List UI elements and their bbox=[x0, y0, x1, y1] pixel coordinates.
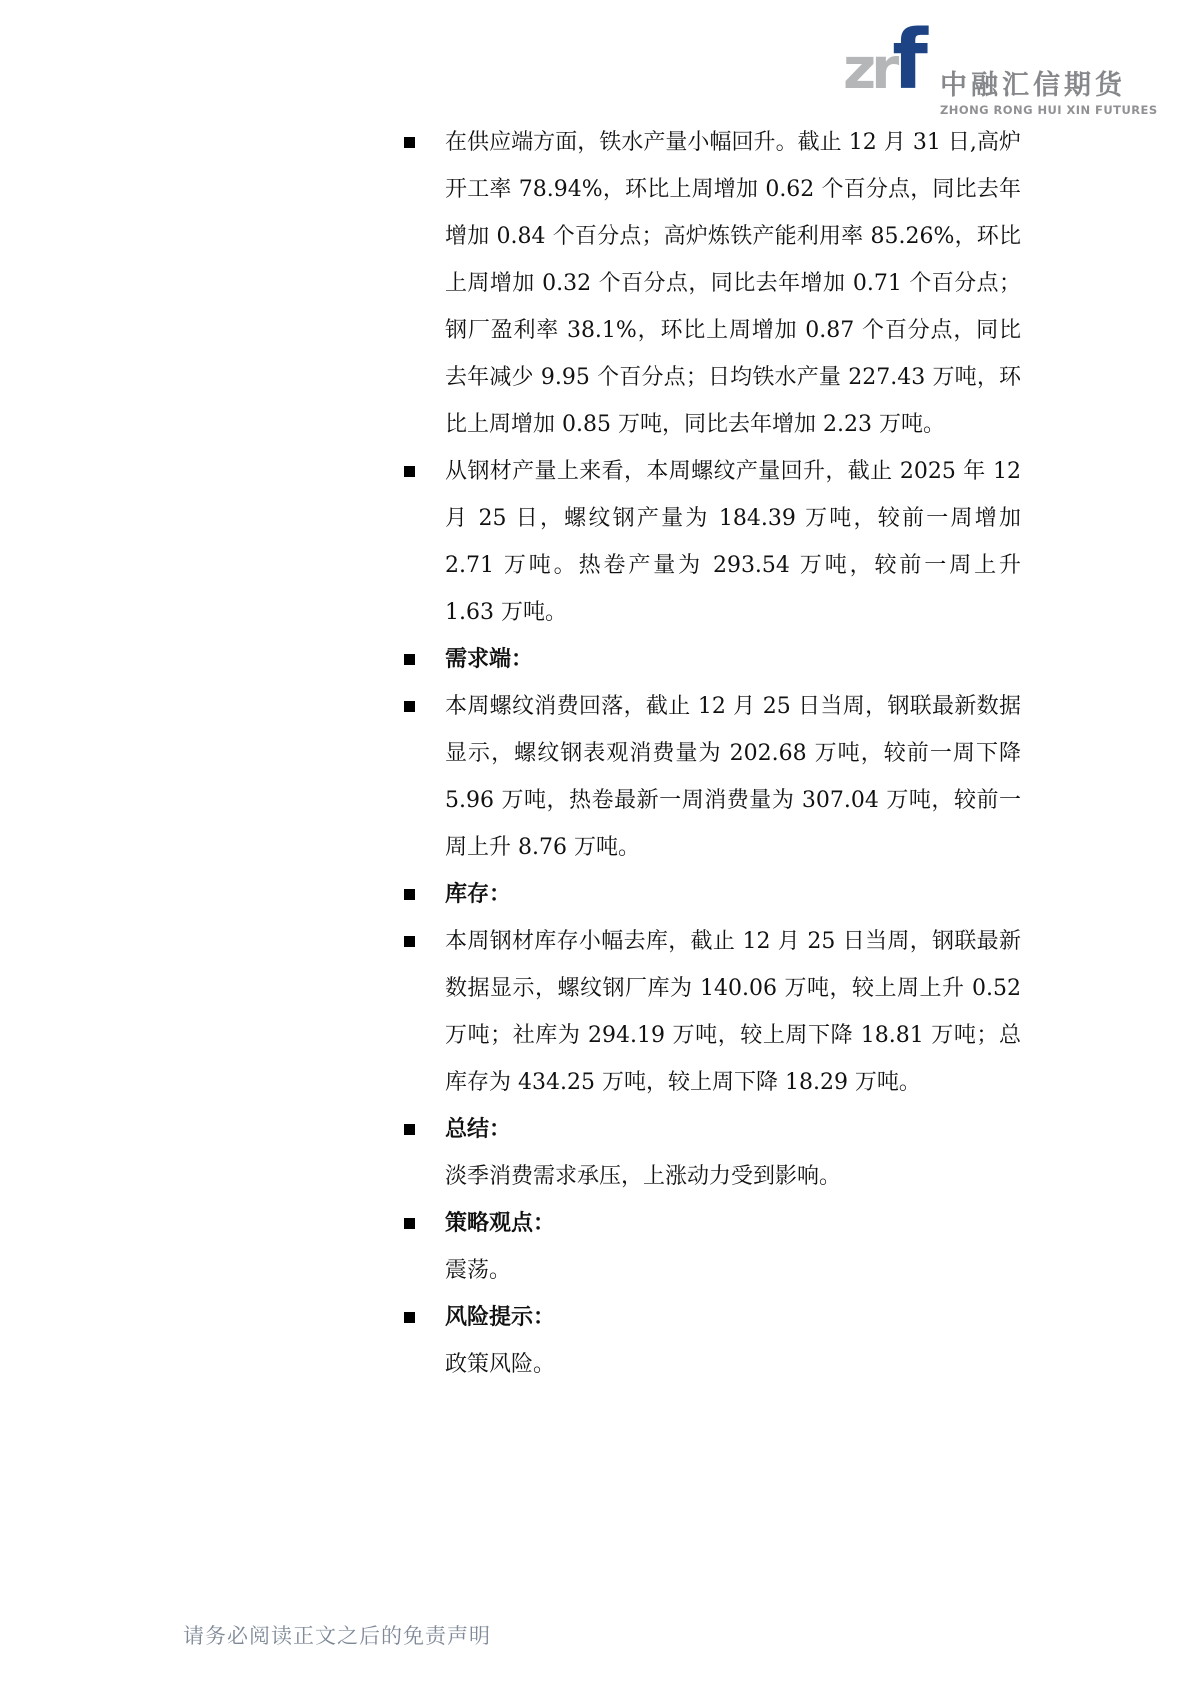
bullet-square-icon bbox=[404, 1312, 415, 1323]
list-item-text: 从钢材产量上来看，本周螺纹产量回升，截止 2025 年 12 月 25 日，螺纹钢产量为 184.39 万吨，较前一周增加 2.71 万吨。热卷产量为 293.54 万吨，较前一周上升 1.63 万吨。 bbox=[445, 459, 1021, 625]
bullet-square-icon bbox=[404, 1124, 415, 1135]
list-item-text: 库存： bbox=[445, 881, 512, 907]
list-item bbox=[403, 1247, 1021, 1294]
list-item bbox=[403, 448, 1021, 636]
bullet-square-icon bbox=[404, 137, 415, 148]
bullet-square-icon bbox=[404, 889, 415, 900]
list-item bbox=[403, 1106, 1021, 1153]
list-item bbox=[403, 636, 1021, 683]
logo-company-name-en: ZHONG RONG HUI XIN FUTURES bbox=[939, 103, 1158, 118]
list-item-text: 本周螺纹消费回落，截止 12 月 25 日当周，钢联最新数据显示，螺纹钢表观消费量为 202.68 万吨，较前一周下降 5.96 万吨，热卷最新一周消费量为 307.04 万吨，较前一周上升 8.76 万吨。 bbox=[445, 694, 1021, 860]
bullet-square-icon bbox=[404, 654, 415, 665]
logo-company-name-cn: 中融汇信期货 bbox=[939, 70, 1126, 101]
bullet-square-icon bbox=[404, 701, 415, 712]
list-item-text: 总结： bbox=[445, 1116, 512, 1142]
bullet-square-icon bbox=[404, 1218, 415, 1229]
list-item bbox=[403, 683, 1021, 871]
list-item-text: 震荡。 bbox=[445, 1258, 512, 1283]
bullet-square-icon bbox=[404, 466, 415, 477]
list-item-text: 需求端： bbox=[445, 646, 534, 672]
logo-monogram-f: f bbox=[892, 13, 928, 108]
list-item-text: 在供应端方面，铁水产量小幅回升。截止 12 月 31 日,高炉开工率 78.94%，环比上周增加 0.62 个百分点，同比去年增加 0.84 个百分点；高炉炼铁产能利用率 85.26%，环比上周增加 0.32 个百分点，同比去年增加 0.71 个百分点；钢厂盈利率 38.1%，环比上周增加 0.87 个百分点，同比去年减少 9.95 个百分点；日均铁水产量 227.43 万吨，环比上周增加 0.85 万吨，同比去年增加 2.23 万吨。 bbox=[445, 130, 1021, 437]
list-item bbox=[403, 1200, 1021, 1247]
footer-disclaimer: 请务必阅读正文之后的免责声明 bbox=[183, 1624, 491, 1648]
list-item bbox=[403, 918, 1021, 1106]
list-item bbox=[403, 1153, 1021, 1200]
list-item bbox=[403, 871, 1021, 918]
list-item-text: 政策风险。 bbox=[445, 1352, 556, 1377]
logo-monogram-zr: zr bbox=[843, 36, 895, 102]
list-item bbox=[403, 1294, 1021, 1341]
list-item-text: 本周钢材库存小幅去库，截止 12 月 25 日当周，钢联最新数据显示，螺纹钢厂库为 140.06 万吨，较上周上升 0.52 万吨；社库为 294.19 万吨，较上周下降 18.81 万吨；总库存为 434.25 万吨，较上周下降 18.29 万吨。 bbox=[445, 929, 1021, 1095]
list-item-text: 风险提示： bbox=[445, 1304, 556, 1330]
list-item bbox=[403, 1341, 1021, 1388]
list-item bbox=[403, 119, 1021, 448]
bullet-square-icon bbox=[404, 936, 415, 947]
list-item-text: 淡季消费需求承压，上涨动力受到影响。 bbox=[445, 1164, 842, 1189]
logo-names bbox=[940, 72, 1158, 117]
header-logo bbox=[843, 13, 1158, 118]
list-item-text: 策略观点： bbox=[445, 1210, 556, 1236]
report-summary-list bbox=[403, 119, 1021, 1388]
